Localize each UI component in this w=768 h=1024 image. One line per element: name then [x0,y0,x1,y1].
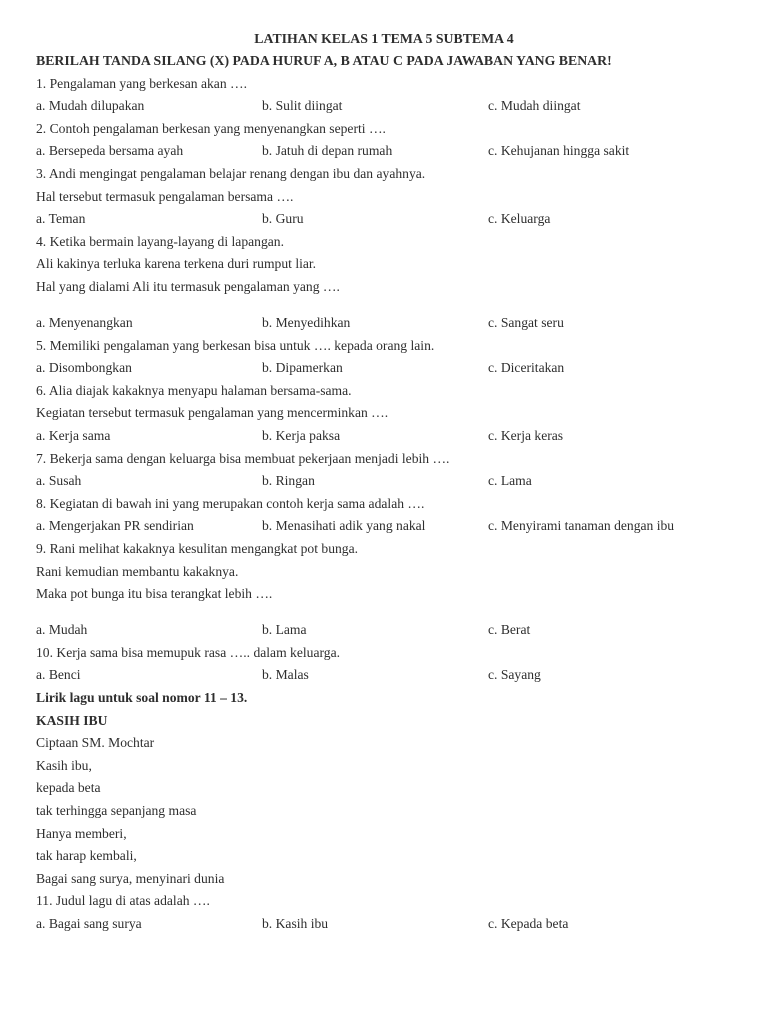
option-c: c. Mudah diingat [488,98,581,114]
option-b: b. Kerja paksa [262,428,341,443]
question-10: 10. Kerja sama bisa memupuk rasa ….. dalam keluarga. [36,644,341,660]
question-9: 9. Rani melihat kakaknya kesulitan mengangkat pot bunga. [36,540,359,556]
option-c: c. Menyirami tanaman dengan ibu [488,518,675,534]
spacer [36,299,736,313]
question-4-line-3: Hal yang dialami Ali itu termasuk pengalaman yang …. [36,278,340,294]
song-title: KASIH IBU [36,712,108,728]
page-title: LATIHAN KELAS 1 TEMA 5 SUBTEMA 4 [254,31,514,46]
song-intro: Lirik lagu untuk soal nomor 11 – 13. [36,690,248,706]
option-b: b. Menyedihkan [262,315,351,331]
option-b: b. Ringan [262,473,315,489]
option-b: b. Sulit diingat [262,98,343,114]
option-b: b. Kasih ibu [262,915,329,931]
worksheet [36,28,736,936]
lyric-line-1: Kasih ibu, [36,757,92,773]
question-9-options [36,619,736,642]
question-2-options [36,140,736,163]
question-6-line-2: Kegiatan tersebut termasuk pengalaman yang mencerminkan …. [36,405,389,421]
option-b: b. Lama [262,622,307,638]
question-6-options [36,425,736,448]
lyric-line-6: Bagai sang surya, menyinari dunia [36,870,225,886]
question-4: 4. Ketika bermain layang-layang di lapangan. [36,233,284,249]
question-1: 1. Pengalaman yang berkesan akan …. [36,75,248,91]
option-a: a. Mudah [36,622,88,638]
option-a: a. Bagai sang surya [36,915,142,931]
question-5-options [36,357,736,380]
option-a: a. Susah [36,473,82,489]
option-a: a. Menyenangkan [36,315,133,331]
question-7-options [36,470,736,493]
question-2: 2. Contoh pengalaman berkesan yang menyenangkan seperti …. [36,120,386,136]
option-c: c. Diceritakan [488,360,565,376]
question-11-options [36,913,736,936]
option-c: c. Kerja keras [488,428,564,443]
instruction: BERILAH TANDA SILANG (X) PADA HURUF A, B ATAU C PADA JAWABAN YANG BENAR! [36,53,612,68]
option-c: c. Keluarga [488,211,551,227]
option-b: b. Guru [262,211,304,227]
question-6: 6. Alia diajak kakaknya menyapu halaman bersama-sama. [36,382,352,398]
question-8: 8. Kegiatan di bawah ini yang merupakan contoh kerja sama adalah …. [36,495,425,511]
question-3: 3. Andi mengingat pengalaman belajar renang dengan ibu dan ayahnya. [36,165,426,181]
question-1-options [36,95,736,118]
option-a: a. Mengerjakan PR sendirian [36,518,194,534]
option-a: a. Bersepeda bersama ayah [36,143,184,159]
option-a: a. Benci [36,667,81,683]
option-c: c. Kehujanan hingga sakit [488,143,630,159]
song-composer: Ciptaan SM. Mochtar [36,735,155,751]
option-b: b. Malas [262,667,309,683]
question-10-options [36,664,736,687]
option-c: c. Kepada beta [488,915,569,931]
question-7: 7. Bekerja sama dengan keluarga bisa membuat pekerjaan menjadi lebih …. [36,450,450,466]
question-5: 5. Memiliki pengalaman yang berkesan bisa untuk …. kepada orang lain. [36,337,435,353]
option-c: c. Lama [488,473,532,489]
lyric-line-5: tak harap kembali, [36,848,137,864]
option-b: b. Dipamerkan [262,360,343,376]
question-8-options [36,515,736,538]
spacer [36,606,736,620]
lyric-line-2: kepada beta [36,780,101,796]
lyric-line-4: Hanya memberi, [36,825,127,841]
option-a: a. Teman [36,211,86,227]
option-a: a. Disombongkan [36,360,132,376]
question-11: 11. Judul lagu di atas adalah …. [36,893,210,909]
question-3-options [36,208,736,231]
question-9-line-3: Maka pot bunga itu bisa terangkat lebih …. [36,586,273,602]
question-4-line-2: Ali kakinya terluka karena terkena duri rumput liar. [36,256,317,272]
option-c: c. Berat [488,622,531,638]
lyric-line-3: tak terhingga sepanjang masa [36,803,197,818]
question-9-line-2: Rani kemudian membantu kakaknya. [36,563,239,579]
question-4-options [36,312,736,335]
option-a: a. Mudah dilupakan [36,98,145,114]
option-a: a. Kerja sama [36,428,111,443]
option-b: b. Jatuh di depan rumah [262,143,393,159]
question-3-line-2: Hal tersebut termasuk pengalaman bersama …. [36,188,294,204]
option-b: b. Menasihati adik yang nakal [262,518,426,534]
option-c: c. Sayang [488,667,541,683]
option-c: c. Sangat seru [488,315,564,331]
